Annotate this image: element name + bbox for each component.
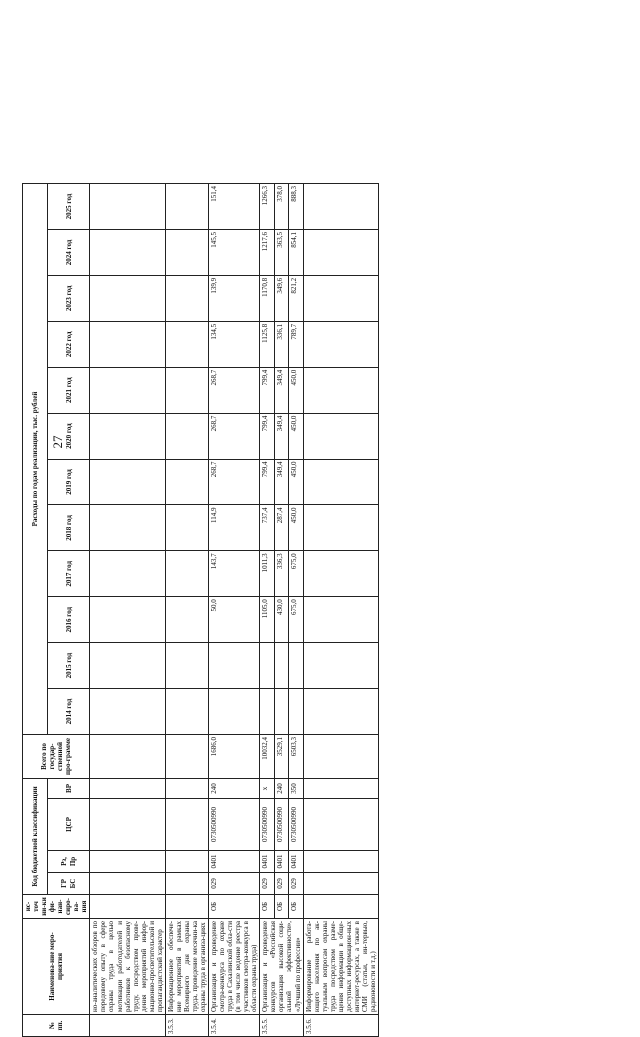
year-value-cell: 363,5 — [274, 230, 288, 276]
year-value-cell — [90, 643, 165, 689]
year-value-cell — [274, 643, 288, 689]
year-value-cell — [303, 551, 378, 597]
year-value-cell: 336,1 — [274, 321, 288, 367]
year-value-cell — [165, 551, 208, 597]
year-value-cell — [260, 643, 274, 689]
total-cell — [303, 734, 378, 778]
year-value-cell — [165, 230, 208, 276]
year-value-cell: 349,4 — [274, 413, 288, 459]
csr-cell — [165, 799, 208, 851]
row-number — [90, 1015, 165, 1037]
year-value-cell: 50,0 — [209, 597, 260, 643]
page-number: 27 — [50, 435, 65, 449]
year-value-cell — [90, 184, 165, 230]
row-number: 3.5.5. — [260, 1015, 303, 1037]
year-value-cell: 378,0 — [274, 184, 288, 230]
year-value-cell: 450,0 — [289, 367, 303, 413]
year-value-cell — [90, 230, 165, 276]
csr-cell — [303, 799, 378, 851]
table-row — [274, 184, 288, 1037]
header-row-1 — [23, 184, 48, 1037]
csr-cell: 0730500990 — [260, 799, 274, 851]
year-value-cell: 737,4 — [260, 505, 274, 551]
year-value-cell — [165, 597, 208, 643]
year-value-cell — [303, 643, 378, 689]
year-value-cell — [303, 597, 378, 643]
year-value-cell: 675,0 — [289, 597, 303, 643]
year-value-cell: 1217,6 — [260, 230, 274, 276]
year-value-cell — [303, 505, 378, 551]
grbs-cell: 029 — [209, 873, 260, 895]
grbs-cell — [303, 873, 378, 895]
row-number: 3.5.4. — [209, 1015, 260, 1037]
year-value-cell: 450,0 — [289, 413, 303, 459]
vr-cell: 350 — [289, 778, 303, 798]
source-cell: ОБ — [274, 895, 288, 919]
source-cell — [90, 895, 165, 919]
year-value-cell: 268,7 — [209, 459, 260, 505]
year-value-cell — [260, 689, 274, 735]
header-csr: ЦСР — [47, 799, 90, 851]
year-value-cell — [209, 689, 260, 735]
vr-cell: х — [260, 778, 274, 798]
table-row — [289, 184, 303, 1037]
activity-name: но-аналитических обзоров по передовому опыту в сфере охраны труда в целью мотивации работодателей и работников к безопасному труду, посредством прове-дения мероприятий инфор-мационно-просветительской и пропагандистский характер — [90, 919, 165, 1015]
year-value-cell — [165, 689, 208, 735]
source-cell: ОБ — [289, 895, 303, 919]
source-cell — [165, 895, 208, 919]
rzpr-cell: 0401 — [209, 851, 260, 873]
rzpr-cell: 0401 — [260, 851, 274, 873]
year-value-cell: 139,9 — [209, 275, 260, 321]
header-year: 2018 год — [47, 505, 90, 551]
rotated-table-sheet — [22, 183, 562, 1037]
year-value-cell — [303, 459, 378, 505]
year-value-cell — [165, 367, 208, 413]
header-num: № пп. — [23, 1015, 90, 1037]
source-cell: ОБ — [260, 895, 274, 919]
year-value-cell — [289, 643, 303, 689]
row-number: 3.5.6. — [303, 1015, 378, 1037]
header-year: 2016 год — [47, 597, 90, 643]
rzpr-cell: 0401 — [274, 851, 288, 873]
header-year: 2023 год — [47, 275, 90, 321]
year-value-cell — [90, 505, 165, 551]
source-cell: ОБ — [209, 895, 260, 919]
year-value-cell: 349,4 — [274, 367, 288, 413]
header-year: 2014 год — [47, 689, 90, 735]
table-row — [165, 184, 208, 1037]
grbs-cell: 029 — [289, 873, 303, 895]
year-value-cell — [303, 413, 378, 459]
year-value-cell: 1266,3 — [260, 184, 274, 230]
header-vr: ВР — [47, 778, 90, 798]
year-value-cell: 268,7 — [209, 367, 260, 413]
year-value-cell: 799,4 — [260, 367, 274, 413]
rzpr-cell — [90, 851, 165, 873]
row-number: 3.5.3. — [165, 1015, 208, 1037]
table-row — [260, 184, 274, 1037]
year-value-cell: 143,7 — [209, 551, 260, 597]
year-value-cell: 287,4 — [274, 505, 288, 551]
grbs-cell: 029 — [260, 873, 274, 895]
year-value-cell — [90, 551, 165, 597]
year-value-cell: 145,5 — [209, 230, 260, 276]
header-year: 2015 год — [47, 643, 90, 689]
year-value-cell: 888,3 — [289, 184, 303, 230]
year-value-cell: 675,0 — [289, 551, 303, 597]
csr-cell: 0730500990 — [289, 799, 303, 851]
rzpr-cell: 0401 — [289, 851, 303, 873]
year-value-cell: 114,9 — [209, 505, 260, 551]
header-total: Всего по государ-ственной про-грамме — [23, 734, 90, 778]
table-row — [90, 184, 165, 1037]
source-cell — [303, 895, 378, 919]
year-value-cell: 450,0 — [289, 505, 303, 551]
header-budget-code: Код бюджетной классификации — [23, 778, 48, 894]
year-value-cell — [289, 689, 303, 735]
vr-cell — [303, 778, 378, 798]
year-value-cell: 799,4 — [260, 413, 274, 459]
table-row — [303, 184, 378, 1037]
csr-cell — [90, 799, 165, 851]
header-grbs: ГР БС — [47, 873, 90, 895]
total-cell: 3529,1 — [274, 734, 288, 778]
year-value-cell: 450,0 — [289, 459, 303, 505]
total-cell — [90, 734, 165, 778]
year-value-cell: 1170,8 — [260, 275, 274, 321]
total-cell: 1686,0 — [209, 734, 260, 778]
header-expenses: Расходы по годам реализации, тыс. рублей — [23, 184, 48, 735]
year-value-cell — [209, 643, 260, 689]
year-value-cell: 134,5 — [209, 321, 260, 367]
year-value-cell: 336,3 — [274, 551, 288, 597]
header-year: 2019 год — [47, 459, 90, 505]
year-value-cell: 821,2 — [289, 275, 303, 321]
table-row — [209, 184, 260, 1037]
year-value-cell — [165, 321, 208, 367]
year-value-cell — [90, 597, 165, 643]
grbs-cell — [90, 873, 165, 895]
activity-name: Организация и проведение конкурсов «Российская организация высокой соци-альной эффективности», «Лучший по профессии» — [260, 919, 303, 1015]
year-value-cell: 1011,3 — [260, 551, 274, 597]
total-cell: 10032,4 — [260, 734, 274, 778]
header-name: Наименова-ние меро-приятия — [23, 919, 90, 1015]
rzpr-cell — [165, 851, 208, 873]
year-value-cell: 151,4 — [209, 184, 260, 230]
activity-name: Информационное обеспече-ние мероприятий в рамках Всемирного дня охраны труда, проведение месячни-ка охраны труда в организа-циях — [165, 919, 208, 1015]
year-value-cell: 1105,0 — [260, 597, 274, 643]
rzpr-cell — [303, 851, 378, 873]
year-value-cell: 854,1 — [289, 230, 303, 276]
year-value-cell — [165, 459, 208, 505]
vr-cell — [165, 778, 208, 798]
header-rzpr: Рз, Пр — [47, 851, 90, 873]
year-value-cell: 1125,8 — [260, 321, 274, 367]
year-value-cell — [165, 413, 208, 459]
year-value-cell — [165, 275, 208, 321]
vr-cell — [90, 778, 165, 798]
year-value-cell: 349,6 — [274, 275, 288, 321]
vr-cell: 240 — [274, 778, 288, 798]
csr-cell: 0730500990 — [209, 799, 260, 851]
total-cell — [165, 734, 208, 778]
year-value-cell: 430,0 — [274, 597, 288, 643]
year-value-cell: 349,4 — [274, 459, 288, 505]
year-value-cell — [303, 321, 378, 367]
header-source: ис-точ ни-ки фи-нан-сиро-ва-ния — [23, 895, 90, 919]
header-year: 2022 год — [47, 321, 90, 367]
budget-table — [22, 183, 379, 1037]
year-value-cell: 268,7 — [209, 413, 260, 459]
grbs-cell — [165, 873, 208, 895]
year-value-cell: 789,7 — [289, 321, 303, 367]
year-value-cell — [90, 321, 165, 367]
year-value-cell — [303, 275, 378, 321]
year-value-cell — [90, 367, 165, 413]
year-value-cell — [90, 459, 165, 505]
year-value-cell — [90, 275, 165, 321]
year-value-cell — [90, 413, 165, 459]
year-value-cell: 799,4 — [260, 459, 274, 505]
year-value-cell — [303, 367, 378, 413]
csr-cell: 0730500990 — [274, 799, 288, 851]
grbs-cell: 029 — [274, 873, 288, 895]
activity-name: Организация и проведение смотра-конкурса по охране труда в Сахалинской обла-сти (в том числе ведение реестра участников смотра-конкурса в области охраны труда) — [209, 919, 260, 1015]
header-year: 2025 год — [47, 184, 90, 230]
header-year: 2024 год — [47, 230, 90, 276]
year-value-cell — [303, 689, 378, 735]
total-cell: 6503,3 — [289, 734, 303, 778]
year-value-cell — [90, 689, 165, 735]
year-value-cell — [303, 230, 378, 276]
vr-cell: 240 — [209, 778, 260, 798]
year-value-cell — [165, 505, 208, 551]
year-value-cell — [165, 643, 208, 689]
activity-name: Информирование работа-ющего населения по ак-туальным вопросам охраны труда посредством разме-щения информации в обще-доступных информацион-ных интернет-ресурсах, а также в СМИ (статьи, ин-тервью, радионовости и т.д.) — [303, 919, 378, 1015]
header-year: 2017 год — [47, 551, 90, 597]
year-value-cell — [274, 689, 288, 735]
header-year: 2021 год — [47, 367, 90, 413]
year-value-cell — [165, 184, 208, 230]
year-value-cell — [303, 184, 378, 230]
header-year: 2020 год — [47, 413, 90, 459]
